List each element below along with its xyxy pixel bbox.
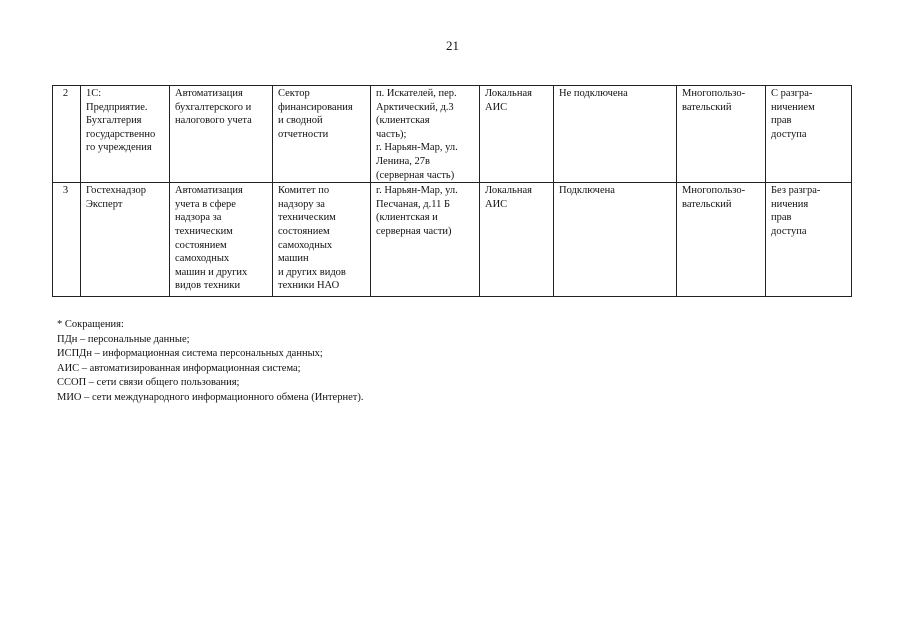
- table-row: [53, 86, 852, 183]
- user-mode-cell: Многопользо- вательский: [677, 86, 766, 183]
- row-number-cell: 3: [53, 183, 81, 297]
- purpose-cell: Автоматизация бухгалтерского и налогового учета: [170, 86, 273, 183]
- department-cell: Сектор финансирования и сводной отчетности: [273, 86, 371, 183]
- footnote-line: АИС – автоматизированная информационная система;: [57, 362, 301, 374]
- connection-status-cell: Не подключена: [554, 86, 677, 183]
- user-mode-cell: Многопользо- вательский: [677, 183, 766, 297]
- purpose-cell: Автоматизация учета в сфере надзора за техническим состоянием самоходных машин и других видов техники: [170, 183, 273, 297]
- location-cell: п. Искателей, пер. Арктический, д.3 (клиентская часть); г. Нарьян-Мар, ул. Ленина, 27в (серверная часть): [371, 86, 480, 183]
- access-rights-cell: С разгра- ничением прав доступа: [766, 86, 852, 183]
- footnote-line: ССОП – сети связи общего пользования;: [57, 377, 240, 389]
- system-name-cell: Гостехнадзор Эксперт: [81, 183, 170, 297]
- connection-status-cell: Подключена: [554, 183, 677, 297]
- footnote-line: ПДн – персональные данные;: [57, 333, 190, 345]
- table-row: [53, 183, 852, 297]
- location-cell: г. Нарьян-Мар, ул. Песчаная, д.11 Б (клиентская и серверная части): [371, 183, 480, 297]
- department-cell: Комитет по надзору за техническим состоянием самоходных машин и других видов техники НАО: [273, 183, 371, 297]
- footnote-line: МИО – сети международного информационного обмена (Интернет).: [57, 391, 364, 403]
- access-rights-cell: Без разгра- ничения прав доступа: [766, 183, 852, 297]
- information-systems-table: [52, 85, 852, 297]
- footnote-heading: * Сокращения:: [57, 319, 124, 330]
- row-number-cell: 2: [53, 86, 81, 183]
- system-type-cell: Локальная АИС: [480, 86, 554, 183]
- system-type-cell: Локальная АИС: [480, 183, 554, 297]
- footnote-line: ИСПДн – информационная система персональных данных;: [57, 348, 323, 360]
- system-name-cell: 1С: Предприятие. Бухгалтерия государственно го учреждения: [81, 86, 170, 183]
- abbreviations-footnote: [57, 318, 363, 406]
- page-number: 21: [446, 38, 459, 53]
